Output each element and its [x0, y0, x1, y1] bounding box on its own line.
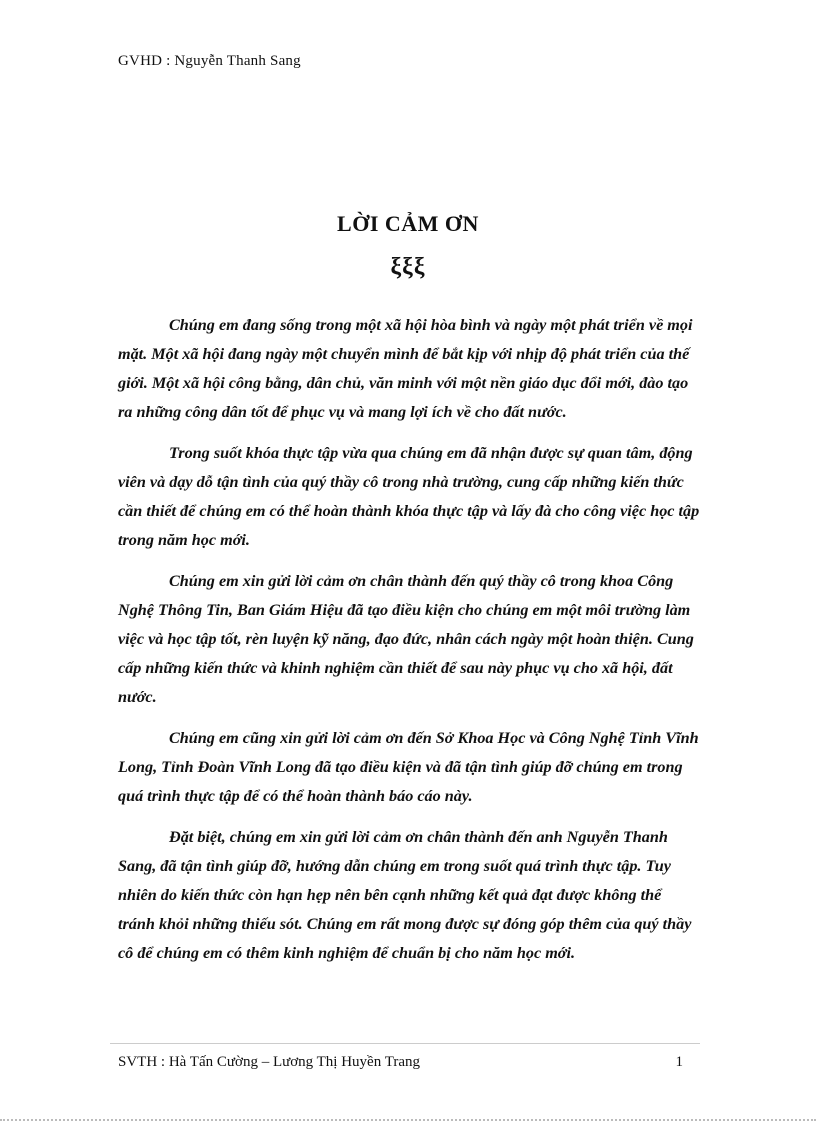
- paragraph-1: Chúng em đang sống trong một xã hội hòa bình và ngày một phát triển về mọi mặt. Một xã hội đang ngày một chuyển mình để bắt kịp với nhịp độ phát triển của thế giới. Một xã hội công bằng, dân chủ, văn minh với một nền giáo dục đổi mới, đào tạo ra những công dân tốt để phục vụ và mang lợi ích về cho đất nước.: [118, 316, 693, 421]
- paragraph-3: Chúng em xin gửi lời cảm ơn chân thành đến quý thầy cô trong khoa Công Nghệ Thông Tin, Ban Giám Hiệu đã tạo điều kiện cho chúng em một môi trường làm việc và học tập tốt, rèn luyện kỹ năng, đạo đức, nhân cách ngày một hoàn thiện. Cung cấp những kiến thức và khinh nghiệm cần thiết để sau này phục vụ cho xã hội, đất nước.: [118, 572, 694, 706]
- page-bottom-border: [0, 1119, 816, 1121]
- title-ornament: ξξξ: [390, 254, 426, 280]
- footer-divider: [110, 1043, 700, 1044]
- paragraph-2: Trong suốt khóa thực tập vừa qua chúng em đã nhận được sự quan tâm, động viên và dạy dỗ tận tình của quý thầy cô trong nhà trường, cung cấp những kiến thức cần thiết để chúng em có thể hoàn thành khóa thực tập và lấy đà cho công việc học tập trong năm học mới.: [118, 444, 700, 549]
- page-title: LỜI CẢM ƠN: [337, 211, 479, 236]
- page-number: 1: [675, 1054, 683, 1070]
- paragraph-5: Đặt biệt, chúng em xin gửi lời cảm ơn chân thành đến anh Nguyễn Thanh Sang, đã tận tình giúp đỡ, hướng dẫn chúng em trong suốt quá trình thực tập. Tuy nhiên do kiến thức còn hạn hẹp nên bên cạnh những kết quả đạt được không thể tránh khỏi những thiếu sót. Chúng em rất mong được sự đóng góp thêm của quý thầy cô để chúng em có thêm kinh nghiệm để chuẩn bị cho năm học mới.: [118, 828, 692, 962]
- acknowledgement-body: [118, 311, 700, 980]
- page-header-supervisor: GVHD : Nguyễn Thanh Sang: [118, 53, 301, 69]
- page-footer-students: SVTH : Hà Tấn Cường – Lương Thị Huyền Trang: [118, 1054, 420, 1070]
- paragraph-4: Chúng em cũng xin gửi lời cảm ơn đến Sở Khoa Học và Công Nghệ Tỉnh Vĩnh Long, Tỉnh Đoàn Vĩnh Long đã tạo điều kiện và đã tận tình giúp đỡ chúng em trong quá trình thực tập để có thể hoàn thành báo cáo này.: [118, 729, 699, 805]
